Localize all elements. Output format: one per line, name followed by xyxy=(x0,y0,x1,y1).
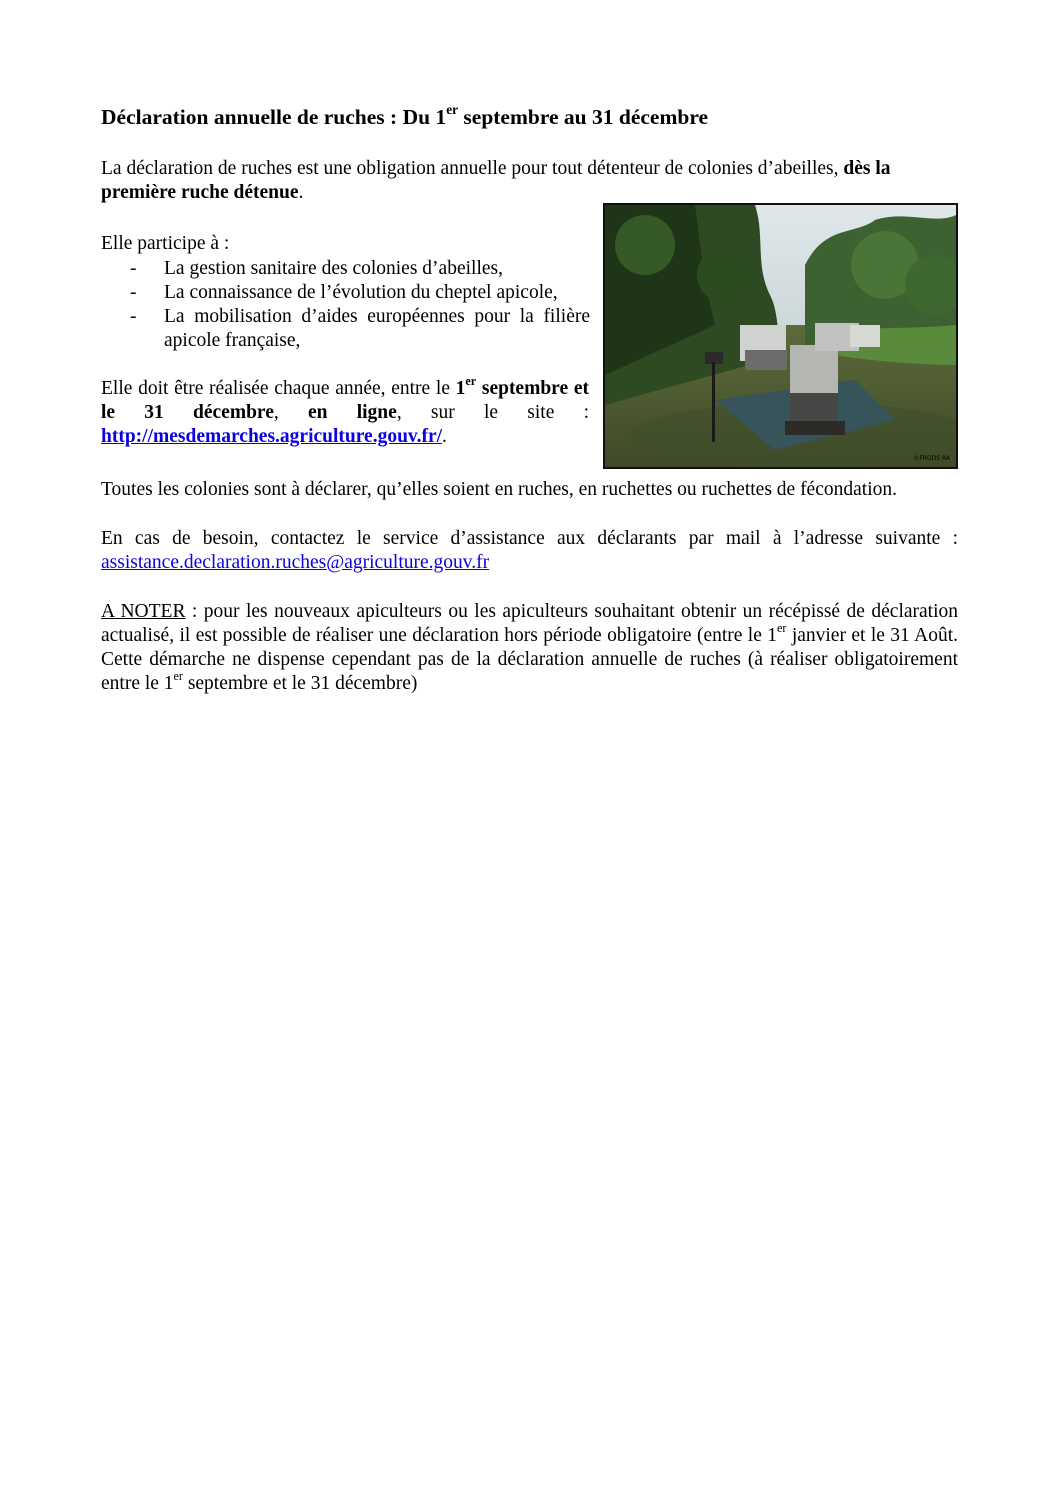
beehives-photo xyxy=(603,203,958,469)
assistance-email-link[interactable]: assistance.declaration.ruches@agriculture.gouv.fr xyxy=(101,552,490,573)
contact-paragraph: En cas de besoin, contactez le service d’assistance aux déclarants par mail à l’adresse suivante : assistance.declaration.ruches@agriculture.gouv.fr xyxy=(101,528,958,573)
document-title: Déclaration annuelle de ruches : Du 1er septembre au 31 décembre xyxy=(101,101,709,129)
photo-credit: ©FRGDS RA xyxy=(913,455,950,462)
list-item: - La connaissance de l’évolution du cheptel apicole, xyxy=(130,282,558,303)
intro-paragraph: La déclaration de ruches est une obligation annuelle pour tout détenteur de colonies d’abeilles, dès la première ruche détenue. xyxy=(101,158,891,203)
participe-label: Elle participe à : xyxy=(101,233,230,254)
site-link[interactable]: http://mesdemarches.agriculture.gouv.fr/ xyxy=(101,426,443,447)
note-label: A NOTER xyxy=(101,601,186,622)
colonies-paragraph: Toutes les colonies sont à déclarer, qu’elles soient en ruches, en ruchettes ou ruchettes de fécondation. xyxy=(101,479,897,500)
intro-emphasis: dès la première ruche détenue xyxy=(101,158,891,203)
list-item: - La gestion sanitaire des colonies d’abeilles, xyxy=(130,258,503,279)
realisation-paragraph: Elle doit être réalisée chaque année, entre le 1er septembre et le 31 décembre, en ligne, sur le site : http://mesdemarches.agriculture.gouv.fr/. xyxy=(101,373,589,447)
note-paragraph: A NOTER : pour les nouveaux apiculteurs ou les apiculteurs souhaitant obtenir un récépissé de déclaration actualisé, il est possible de réaliser une déclaration hors période obligatoire (entre le 1er janvier et le 31 Août. Cette démarche ne dispense cependant pas de la déclaration annuelle de ruches (à réaliser obligatoirement entre le 1er septembre et le 31 décembre) xyxy=(101,601,959,694)
list-item: - La mobilisation d’aides européennes pour la filière apicole française, xyxy=(130,306,590,351)
participe-list xyxy=(130,257,590,353)
